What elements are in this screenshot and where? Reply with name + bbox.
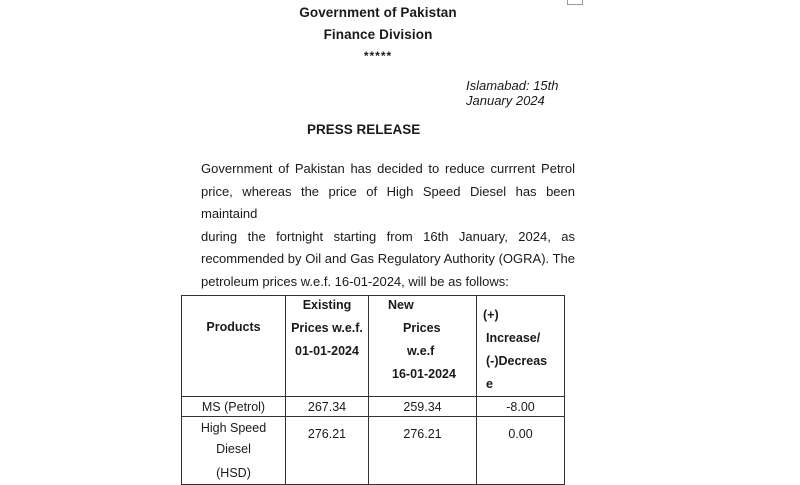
dateline-line-2: January 2024: [466, 93, 545, 108]
row-new-price: 259.34: [369, 397, 477, 417]
row-existing-price: 276.21: [286, 417, 369, 485]
header-government: Government of Pakistan: [299, 5, 457, 20]
header-products: Products: [206, 320, 261, 334]
header-division: Finance Division: [323, 27, 433, 42]
header-change-cell: [477, 296, 565, 397]
row-product-line: High Speed: [200, 421, 267, 435]
header-existing-line: Prices w.e.f.: [291, 321, 363, 335]
dateline: [466, 78, 586, 108]
row-product: [182, 417, 286, 485]
table-header-row: [182, 296, 565, 397]
header-existing: [286, 294, 368, 363]
table-row: [182, 417, 565, 485]
body-paragraph: [201, 158, 575, 294]
header-existing-line: Existing: [302, 298, 352, 312]
header-stars: *****: [363, 49, 393, 63]
header-change-line: Increase/: [486, 331, 541, 345]
header-products-cell: [182, 296, 286, 397]
row-existing-price: 267.34: [286, 397, 369, 417]
body-line-3: during the fortnight starting from 16th January, 2024, as: [201, 228, 575, 244]
header-existing-cell: [286, 296, 369, 397]
header-change-line: (+): [483, 308, 499, 322]
header-existing-line: 01-01-2024: [295, 344, 359, 358]
header-new-line: Prices: [403, 321, 441, 335]
header-new-line: 16-01-2024: [392, 367, 456, 381]
body-line-2: price, whereas the price of High Speed Diesel has been maintaind: [201, 183, 575, 222]
price-table: [181, 295, 565, 485]
dateline-line-1: Islamabad: 15th: [466, 78, 559, 93]
table-row: [182, 397, 565, 417]
header-new: [381, 294, 476, 386]
body-line-1: Government of Pakistan has decided to reduce currrent Petrol: [201, 161, 575, 176]
document-title: PRESS RELEASE: [307, 122, 421, 137]
header-new-line: New: [388, 298, 414, 312]
header-change-line: e: [486, 377, 493, 391]
row-change: 0.00: [477, 417, 565, 485]
header-new-cell: [369, 296, 477, 397]
row-product: MS (Petrol): [182, 397, 286, 417]
body-line-4: recommended by Oil and Gas Regulatory Authority (OGRA). The: [201, 251, 575, 267]
row-product-line: (HSD): [216, 466, 251, 480]
header-change-line: (-)Decreas: [486, 354, 548, 368]
body-line-5: petroleum prices w.e.f. 16-01-2024, will be as follows:: [201, 273, 509, 289]
row-product-line: Diesel: [216, 442, 251, 456]
row-change: -8.00: [477, 397, 565, 417]
row-new-price: 276.21: [369, 417, 477, 485]
header-change: [483, 304, 564, 396]
header-new-line: w.e.f: [407, 344, 435, 358]
